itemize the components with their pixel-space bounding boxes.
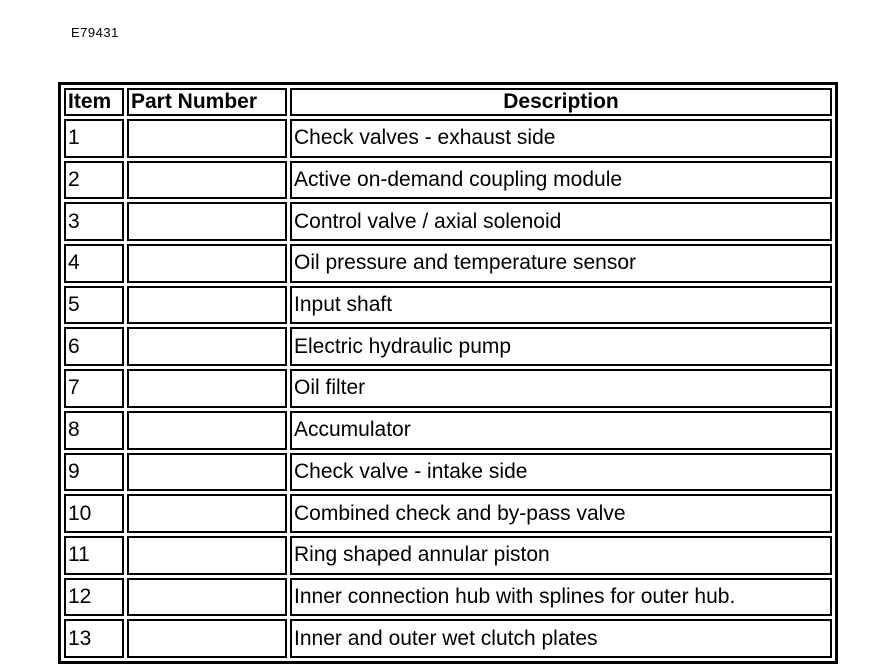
table-row	[64, 453, 832, 492]
cell-part-number	[127, 286, 287, 325]
table-row	[64, 161, 832, 200]
table-row	[64, 369, 832, 408]
cell-part-number	[127, 244, 287, 283]
cell-item: 1	[64, 119, 124, 158]
cell-description: Electric hydraulic pump	[290, 327, 832, 366]
cell-description: Check valves - exhaust side	[290, 119, 832, 158]
cell-item: 4	[64, 244, 124, 283]
cell-item: 8	[64, 411, 124, 450]
cell-part-number	[127, 327, 287, 366]
header-part-number: Part Number	[127, 88, 287, 116]
cell-description: Input shaft	[290, 286, 832, 325]
cell-description: Check valve - intake side	[290, 453, 832, 492]
table-row	[64, 578, 832, 617]
cell-item: 7	[64, 369, 124, 408]
cell-description: Control valve / axial solenoid	[290, 202, 832, 241]
cell-part-number	[127, 453, 287, 492]
cell-description: Active on-demand coupling module	[290, 161, 832, 200]
cell-item: 12	[64, 578, 124, 617]
cell-part-number	[127, 119, 287, 158]
cell-item: 10	[64, 494, 124, 533]
cell-part-number	[127, 202, 287, 241]
cell-description: Oil pressure and temperature sensor	[290, 244, 832, 283]
table-row	[64, 494, 832, 533]
cell-description: Combined check and by-pass valve	[290, 494, 832, 533]
table-row	[64, 244, 832, 283]
cell-part-number	[127, 161, 287, 200]
cell-description: Inner and outer wet clutch plates	[290, 619, 832, 658]
cell-item: 6	[64, 327, 124, 366]
cell-item: 11	[64, 536, 124, 575]
table-row	[64, 411, 832, 450]
cell-item: 3	[64, 202, 124, 241]
table-row	[64, 619, 832, 658]
parts-table-frame	[58, 82, 838, 664]
cell-item: 5	[64, 286, 124, 325]
cell-part-number	[127, 619, 287, 658]
cell-description: Inner connection hub with splines for outer hub.	[290, 578, 832, 617]
cell-part-number	[127, 494, 287, 533]
cell-part-number	[127, 536, 287, 575]
table-row	[64, 286, 832, 325]
cell-description: Accumulator	[290, 411, 832, 450]
cell-part-number	[127, 369, 287, 408]
table-row	[64, 327, 832, 366]
cell-item: 9	[64, 453, 124, 492]
header-description: Description	[290, 88, 832, 116]
table-header-row	[64, 88, 832, 116]
cell-part-number	[127, 411, 287, 450]
cell-item: 2	[64, 161, 124, 200]
table-row	[64, 119, 832, 158]
table-row	[64, 202, 832, 241]
cell-description: Oil filter	[290, 369, 832, 408]
cell-part-number	[127, 578, 287, 617]
header-item: Item	[64, 88, 124, 116]
figure-reference-code: E79431	[71, 25, 119, 40]
table-row	[64, 536, 832, 575]
parts-table	[61, 85, 835, 661]
cell-description: Ring shaped annular piston	[290, 536, 832, 575]
cell-item: 13	[64, 619, 124, 658]
